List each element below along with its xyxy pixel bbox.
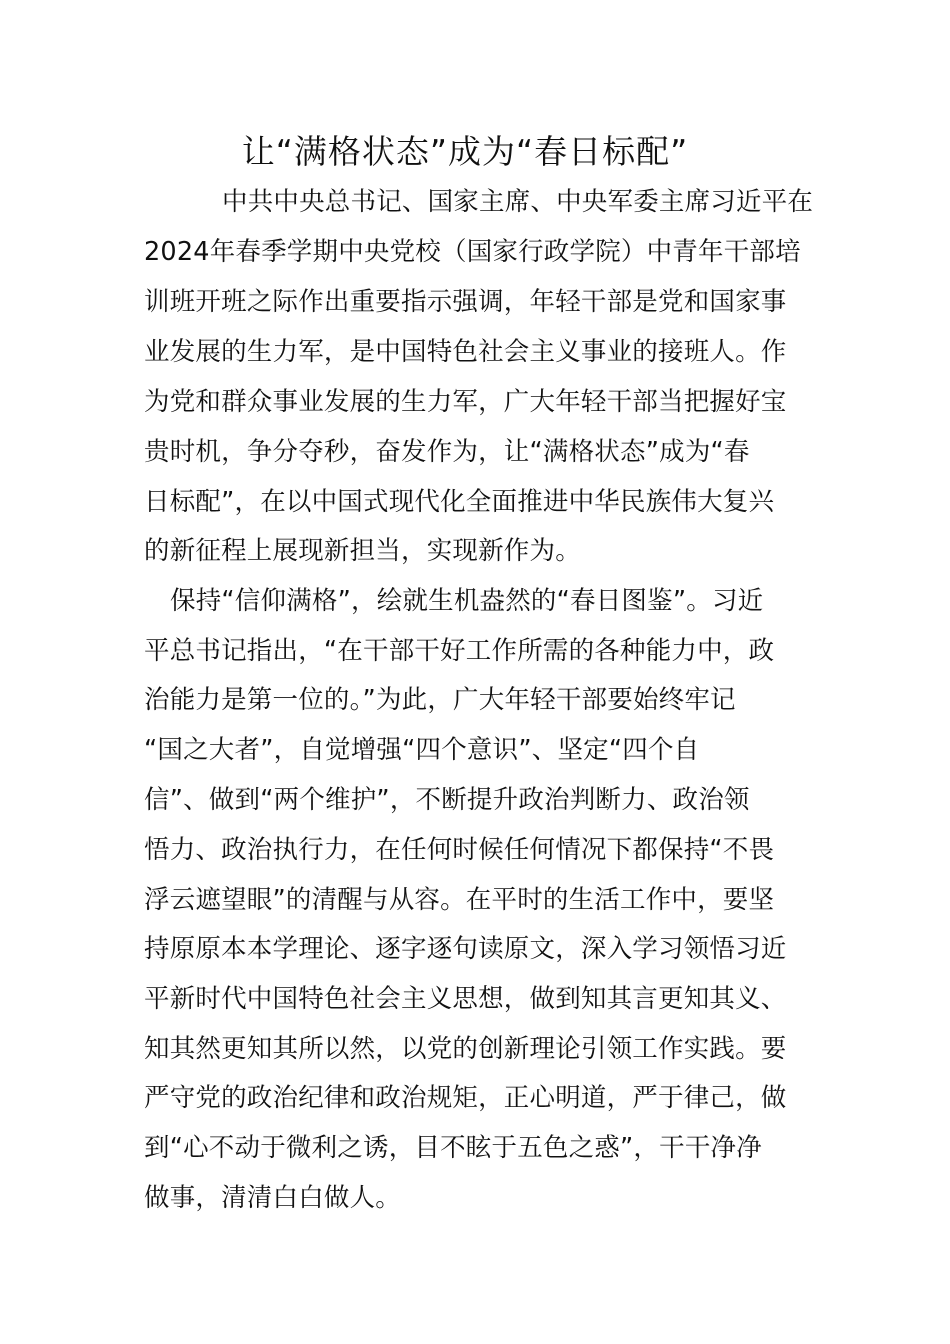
paragraph-line: 持原原本本学理论、逐字逐句读原文，深入学习领悟习近 [144, 934, 787, 964]
paragraph-line: 信”、做到“两个维护”，不断提升政治判断力、政治领 [144, 785, 750, 815]
paragraph-line: 浮云遮望眼”的清醒与从容。在平时的生活工作中，要坚 [144, 885, 775, 915]
paragraph-line: 2024年春季学期中央党校（国家行政学院）中青年干部培 [144, 237, 801, 267]
paragraph-line: 悟力、政治执行力，在任何时候任何情况下都保持“不畏 [144, 835, 775, 865]
paragraph-line: 保持“信仰满格”，绘就生机盎然的“春日图鉴”。习近 [170, 586, 764, 616]
paragraph-line: 为党和群众事业发展的生力军，广大年轻干部当把握好宝 [144, 387, 787, 417]
paragraph-line: “国之大者”，自觉增强“四个意识”、坚定“四个自 [144, 735, 700, 765]
paragraph-line: 治能力是第一位的。”为此，广大年轻干部要始终牢记 [144, 685, 736, 715]
paragraph-line: 贵时机，争分夺秒，奋发作为，让“满格状态”成为“春 [144, 437, 750, 467]
paragraph-line: 严守党的政治纪律和政治规矩，正心明道，严于律己，做 [144, 1083, 787, 1113]
paragraph-line: 训班开班之际作出重要指示强调，年轻干部是党和国家事 [144, 287, 787, 317]
document-title: 让“满格状态”成为“春日标配” [241, 132, 689, 171]
paragraph-line: 的新征程上展现新担当，实现新作为。 [144, 536, 581, 566]
paragraph-line: 日标配”，在以中国式现代化全面推进中华民族伟大复兴 [144, 487, 775, 517]
paragraph-line: 中共中央总书记、国家主席、中央军委主席习近平在 [222, 187, 814, 217]
paragraph-line: 做事，清清白白做人。 [144, 1183, 402, 1213]
paragraph-line: 平总书记指出，“在干部干好工作所需的各种能力中，政 [144, 636, 775, 666]
paragraph-line: 知其然更知其所以然，以党的创新理论引领工作实践。要 [144, 1034, 787, 1064]
paragraph-line: 到“心不动于微利之诱，目不眩于五色之惑”，干干净净 [144, 1133, 762, 1163]
paragraph-line: 平新时代中国特色社会主义思想，做到知其言更知其义、 [144, 984, 787, 1014]
paragraph-line: 业发展的生力军，是中国特色社会主义事业的接班人。作 [144, 337, 787, 367]
